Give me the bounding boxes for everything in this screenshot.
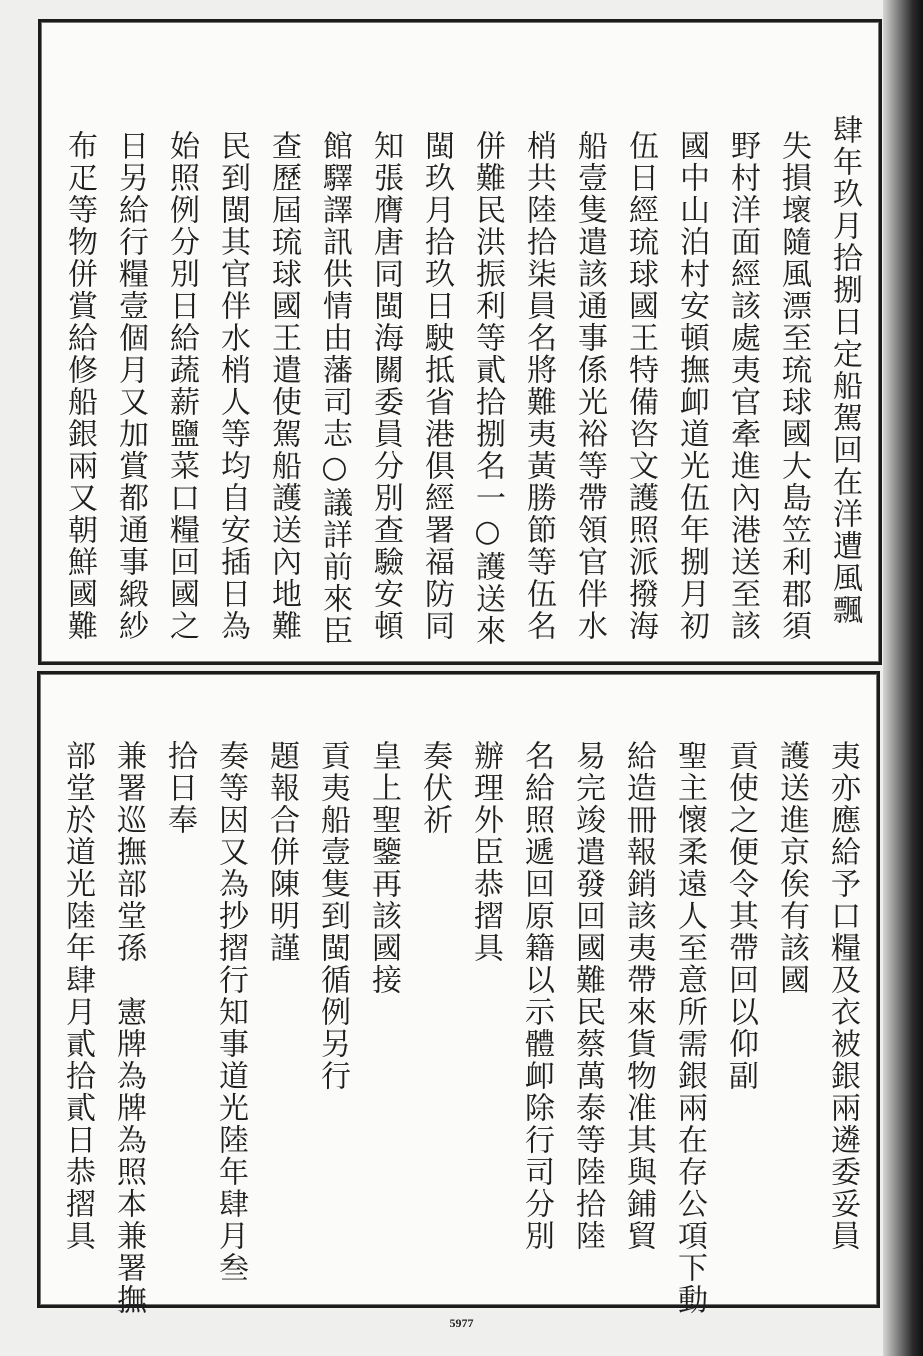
text-column: 查歷屆琉球國王遣使駕船護送內地難 [266, 130, 301, 642]
text-column: 皇上聖鑒再該國接 [366, 740, 401, 996]
page-number: 5977 [449, 1316, 474, 1330]
text-column: 梢共陸拾柒員名將難夷黃勝節等伍名 [521, 130, 556, 642]
text-column: 給造冊報銷該夷帶來貨物准其與鋪貿 [621, 740, 656, 1252]
text-column: 貢夷船壹隻到閩循例另行 [315, 740, 350, 1092]
text-column: 民到閩其官伴水梢人等均自安插日為 [215, 130, 250, 642]
upper-text-columns [41, 22, 879, 662]
text-column: 名給照遞回原籍以示體卹除行司分別 [519, 740, 554, 1252]
upper-document-panel [38, 19, 882, 665]
text-column: 知張膺唐同閩海關委員分別查驗安頓 [368, 130, 403, 642]
text-column: 始照例分別日給蔬薪鹽菜口糧回國之 [164, 130, 199, 642]
text-column: 併難民洪振利等貳拾捌名一○護送來 [470, 130, 505, 647]
text-column: 聖主懷柔遠人至意所需銀兩在存公項下動 [672, 740, 707, 1316]
text-column: 貢使之便令其帶回以仰副 [723, 740, 758, 1092]
text-column: 野村洋面經該處夷官牽進內港送至該 [725, 130, 760, 642]
text-column: 日另給行糧壹個月又加賞都通事緞紗 [113, 130, 148, 642]
text-column: 辦理外臣恭摺具 [468, 740, 503, 964]
text-column: 伍日經琉球國王特備咨文護照派撥海 [623, 130, 658, 642]
text-column: 護送進京俟有該國 [774, 740, 809, 996]
text-column: 館驛譯訊供情由藩司志○議詳前來臣 [317, 130, 352, 647]
text-column: 題報合併陳明謹 [264, 740, 299, 964]
lower-text-columns [40, 674, 877, 1316]
text-column: 布疋等物併賞給修船銀兩又朝鮮國難 [62, 130, 97, 642]
text-column: 奏等因又為抄摺行知事道光陸年肆月叁 [213, 740, 248, 1284]
text-column: 拾日奉 [162, 740, 197, 836]
text-column: 肆年玖月拾捌日定船駕回在洋遭風飄 [827, 114, 862, 626]
text-column: 閩玖月拾玖日駛抵省港俱經署福防同 [419, 130, 454, 642]
text-column: 兼署巡撫部堂孫 憲牌為牌為照本兼署撫 [111, 740, 146, 1316]
text-column: 部堂於道光陸年肆月貳拾貳日恭摺具 [60, 740, 95, 1252]
text-column: 易完竣遣發回國難民蔡萬泰等陸拾陸 [570, 740, 605, 1252]
text-column: 國中山泊村安頓撫卹道光伍年捌月初 [674, 130, 709, 642]
text-column: 奏伏祈 [417, 740, 452, 836]
book-spine-shadow [883, 0, 923, 1356]
text-column: 失損壞隨風漂至琉球國大島笠利郡須 [776, 130, 811, 642]
lower-document-panel [37, 671, 880, 1316]
text-column: 船壹隻遣該通事係光裕等帶領官伴水 [572, 130, 607, 642]
text-column: 夷亦應給予口糧及衣被銀兩遴委妥員 [825, 740, 860, 1252]
